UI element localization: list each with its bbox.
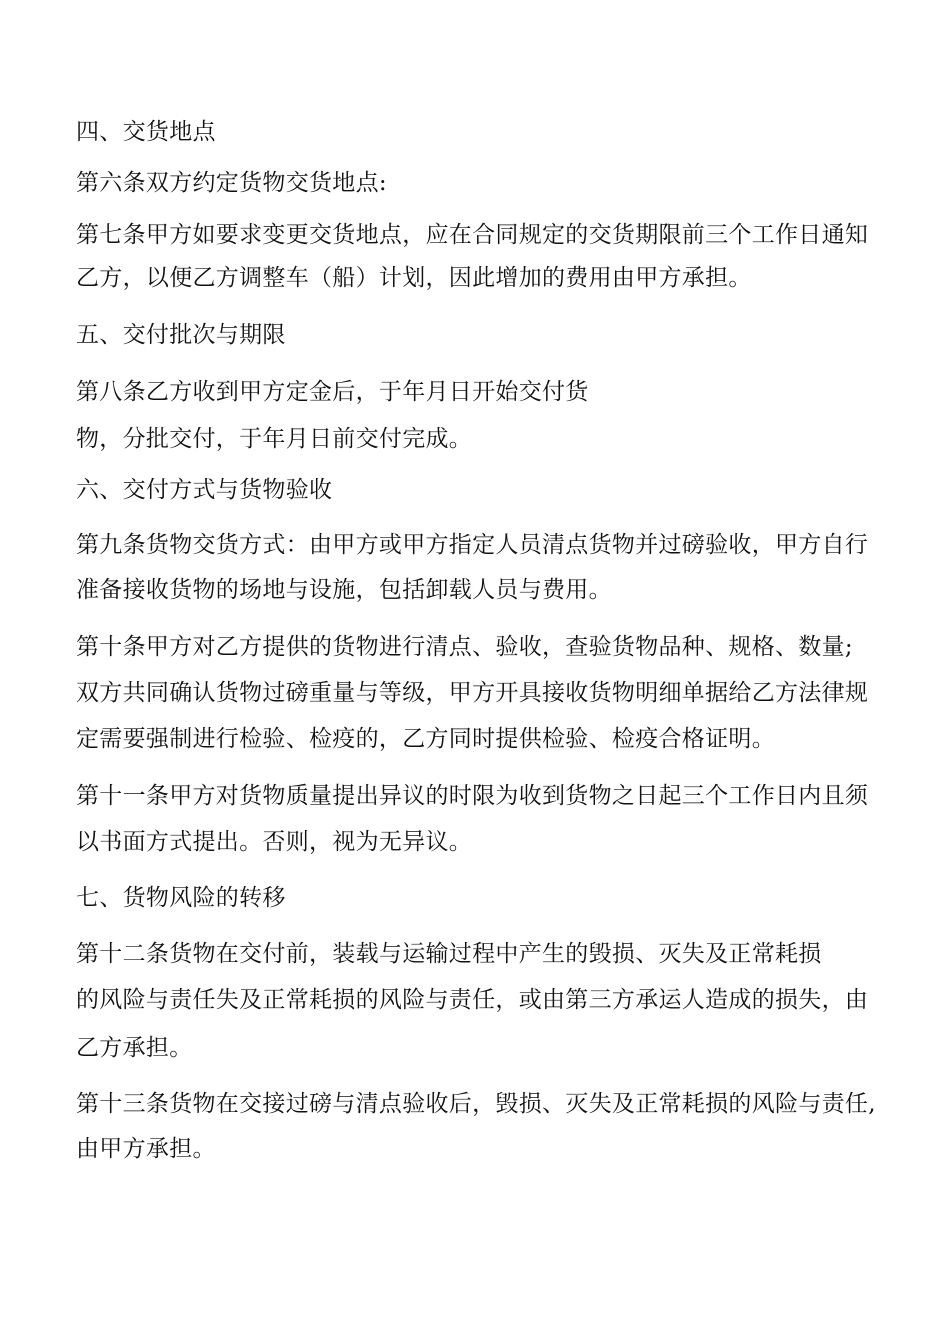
article-13-line-1: 第十三条货物在交接过磅与清点验收后，毁损、灭失及正常耗损的风险与责任,: [76, 1091, 876, 1117]
article-11-line-1: 第十一条甲方对货物质量提出异议的时限为收到货物之日起三个工作日内且须: [76, 783, 869, 809]
article-10-line-1: 第十条甲方对乙方提供的货物进行清点、验收，查验货物品种、规格、数量;: [76, 634, 853, 660]
article-12-line-3: 乙方承担。: [76, 1035, 193, 1061]
article-7-line-2: 乙方，以便乙方调整车（船）计划，因此增加的费用由甲方承担。: [76, 265, 752, 291]
article-12-line-1: 第十二条货物在交付前，装载与运输过程中产生的毁损、灭失及正常耗损: [76, 941, 822, 967]
article-11-line-2: 以书面方式提出。否则，视为无异议。: [76, 829, 473, 855]
article-7-line-1: 第七条甲方如要求变更交货地点，应在合同规定的交货期限前三个工作日通知: [76, 222, 869, 248]
section-heading-delivery-method: 六、交付方式与货物验收: [76, 477, 333, 503]
article-6: 第六条双方约定货物交货地点:: [76, 170, 387, 196]
section-heading-delivery-batches: 五、交付批次与期限: [76, 322, 286, 348]
article-8-line-2: 物，分批交付，于年月日前交付完成。: [76, 426, 473, 452]
article-9-line-2: 准备接收货物的场地与设施，包括卸载人员与费用。: [76, 577, 612, 603]
article-12-line-2: 的风险与责任失及正常耗损的风险与责任，或由第三方承运人造成的损失，由: [76, 987, 869, 1013]
section-heading-risk-transfer: 七、货物风险的转移: [76, 885, 286, 911]
article-10-line-3: 定需要强制进行检验、检疫的，乙方同时提供检验、检疫合格证明。: [76, 726, 775, 752]
article-10-line-2: 双方共同确认货物过磅重量与等级，甲方开具接收货物明细单据给乙方法律规: [76, 680, 869, 706]
section-heading-delivery-location: 四、交货地点: [76, 119, 216, 145]
article-8-line-1: 第八条乙方收到甲方定金后，于年月日开始交付货: [76, 379, 589, 405]
article-13-line-2: 由甲方承担。: [76, 1136, 216, 1162]
article-9-line-1: 第九条货物交货方式：由甲方或甲方指定人员清点货物并过磅验收，甲方自行: [76, 532, 869, 558]
